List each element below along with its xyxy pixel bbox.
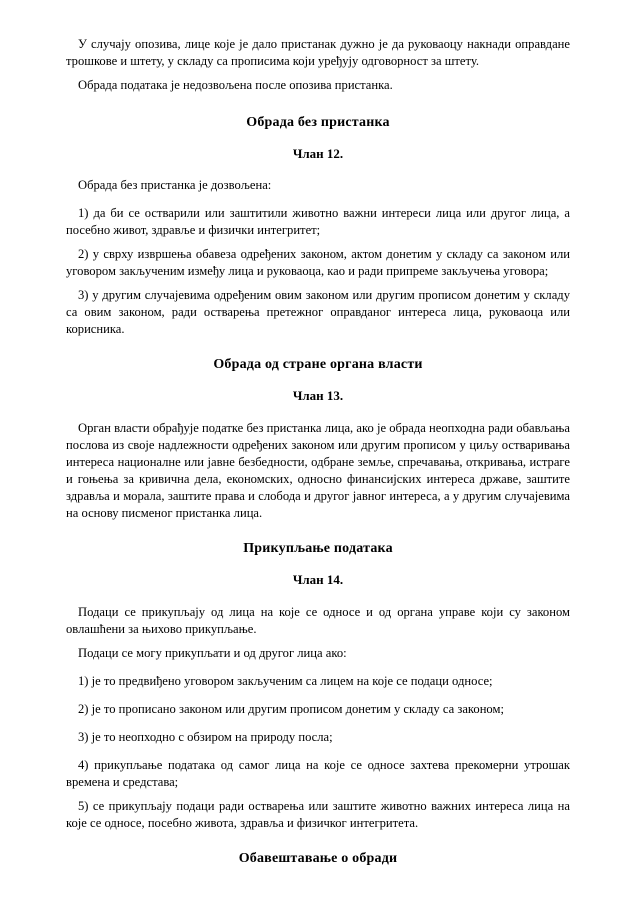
paragraph: 5) се прикупљају подаци ради остварења или заштите животно важних интереса лица на које се односе, посебно живота, здравља и физичког интегритета. — [66, 799, 570, 830]
paragraph: Орган власти обрађује податке без пристанка лица, ако је обрада неопходна ради обављања послова из своје надлежности одређених законом или другим прописом у циљу остваривања интереса националне или јавне безбедности, одбране земље, спречавања, откривања, истраге и гоњења за кривична дела, економских, односно финансијских интереса државе, заштите здравља и морала, заштите права и слобода и другог јавног интереса, а у другим случајевима на основу писменог пристанка лица. — [66, 421, 570, 520]
paragraph: Обрада података је недозвољена после опозива пристанка. — [78, 78, 393, 92]
section-heading: Обавештавање о обради — [238, 851, 398, 866]
paragraph: Подаци се прикупљају од лица на које се односе и од органа управе који су законом овлашћени за њихово прикупљање. — [66, 605, 570, 636]
paragraph: 1) да би се остварили или заштитили животно важни интереси лица или другог лица, а посебно живот, здравље и физички интегритет; — [66, 206, 570, 237]
paragraph: 4) прикупљање података од самог лица на које се односе захтева прекомерни утрошак времена и средстава; — [66, 758, 570, 789]
section-heading: Обрада без пристанка — [246, 115, 390, 130]
paragraph: 2) у сврху извршења обавеза одређених законом, актом донетим у складу са законом или уговором закљученим између лица и руковаоца, као и ради припреме закључења уговора; — [66, 247, 570, 278]
section-heading: Обрада од стране органа власти — [213, 357, 423, 372]
article-number: Члан 12. — [292, 146, 344, 161]
paragraph: Подаци се могу прикупљати и од другог лица ако: — [78, 646, 347, 660]
paragraph: 3) је то неопходно с обзиром на природу посла; — [78, 730, 333, 744]
paragraph: У случају опозива, лице које је дало пристанак дужно је да руковаоцу накнади оправдане трошкове и штету, у складу са прописима који уређују одговорност за штету. — [66, 37, 570, 68]
article-number: Члан 13. — [292, 388, 344, 403]
paragraph: 2) је то прописано законом или другим прописом донетим у складу са законом; — [78, 702, 504, 716]
article-number: Члан 14. — [292, 572, 344, 587]
section-heading: Прикупљање података — [243, 541, 393, 556]
document-page — [66, 36, 570, 867]
paragraph: 1) је то предвиђено уговором закљученим са лицем на које се подаци односе; — [78, 674, 493, 688]
paragraph: 3) у другим случајевима одређеним овим законом или другим прописом донетим у складу са овим законом, ради остварења претежног оправданог интереса лица, руковаоца или корисника. — [66, 288, 570, 336]
paragraph: Обрада без пристанка је дозвољена: — [78, 178, 272, 192]
